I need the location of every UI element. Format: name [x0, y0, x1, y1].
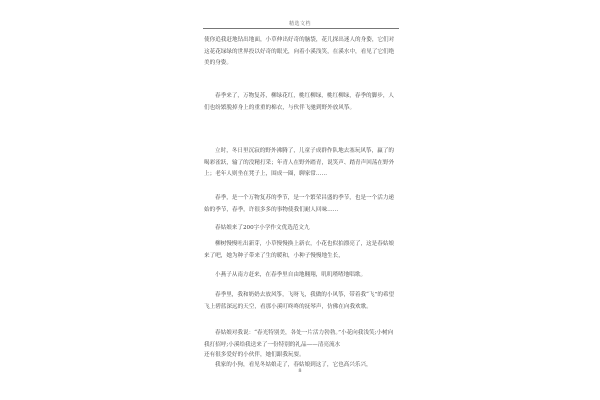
- paragraph-7: 小燕子从南方赶来，在春季里自由地翱翔，叽叽喳喳地唱歌。: [215, 272, 367, 278]
- page-header-title: 精选文档: [288, 21, 311, 27]
- paragraph-1: 使你追我赶地钻出地面，小草伸出好奇的脑袋，花儿探出迷人的身姿，它们对这花花绿绿的世界投以好奇的眼光，向着小溪浅笑，在溪水中，看见了它们绝美的身姿。: [204, 37, 395, 66]
- header-divider: [203, 28, 399, 29]
- paragraph-10: 还有很多爱好的小伙伴，她们跟我玩耍。: [204, 352, 305, 358]
- paragraph-5-heading: 春姑娘来了200字小学作文优选范文九: [215, 225, 310, 231]
- paragraph-11: 我家的小狗，看见冬姑娘走了，春姑娘到这了，它也高兴乐兴，: [215, 362, 372, 368]
- paragraph-9: 春姑娘对我说：“春光特别美，各处一片活力勃勃。”小花向我浅笑;小树向我打招呼;小溪给我送来了一份特别的礼品——清亮流水: [204, 330, 394, 348]
- paragraph-4: 春季，是一个万物复苏的季节，是一个繁荣昌盛的季节，也是一个活力递始的季节，春季，许很多多的事物使我们耐人回味……: [204, 195, 395, 213]
- paragraph-3: 立时，冬日里沉寂的野外沸腾了，儿童子成群作队地去塞玩风筝，赢了的喝彩雀跃，输了的没精打采；年青人在野外踏青，说笑声、踏青声回荡在野外上；老年人则坐在凳子上，围成一圈，聊家常……: [204, 148, 395, 177]
- page-number: 8: [298, 368, 302, 374]
- paragraph-8: 春季里，我和奶奶去放风筝，飞呀飞，我做的小风筝，带着我“飞”的希望飞上碧蓝深远的天空，看那小溪叮咚咚的抚琴声，仿佛在向我欢歌。: [204, 292, 395, 310]
- paragraph-6: 柳树慢慢吐出新芽，小草慢慢换上新衣，小花也似拍漂亮了，这是春姑娘来了吧，她为种子带来了生的暖和，小种子慢慢地生长，: [204, 241, 395, 259]
- paragraph-2: 春季来了，万物复苏，柳绿花红，桃红柳绿，桃红柳绿，春季的脚步，人们也纷繁脱掉身上的重重的棉衣，与伙伴飞驰到野外放风筝。: [204, 93, 395, 111]
